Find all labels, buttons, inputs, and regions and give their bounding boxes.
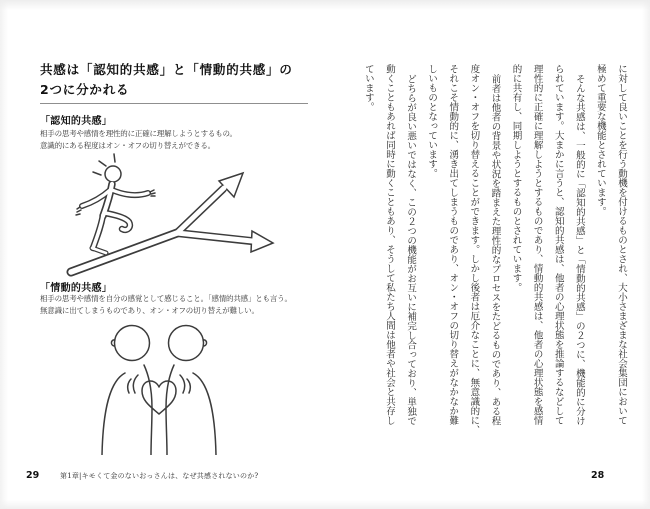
body-text-vertical: [358, 64, 632, 440]
section-title-emotional-empathy: 「情動的共感」: [40, 283, 113, 294]
page-number-right: 28: [591, 470, 605, 481]
page-number-left: 29: [26, 470, 40, 481]
text-column: られています。大まかに言うと、認知的共感は、他者の心理状態を推論するなどして: [552, 64, 564, 425]
vibration-lines: [128, 375, 191, 393]
walking-person: [76, 166, 155, 253]
two-people: [102, 326, 216, 456]
text-column: どちらが良い悪いではなく、この２つの機能がお互いに補完し合っており、単独で: [405, 73, 417, 425]
text-column: 的に共有し、同期しようとするものとされています。: [510, 64, 522, 292]
page-title-line2: 2つに分かれる: [40, 82, 130, 97]
heart-icon: [142, 381, 176, 414]
text-column: そんな共感は、一般的に「認知的共感」と「情動的共感」の２つに、機能的に分け: [573, 73, 585, 425]
section-desc-line: 無意識に出てしまうものであり、オン・オフの切り替えが難しい。: [40, 306, 259, 315]
section-desc-line: 相手の思考や感情を理性的に正確に理解しようとするもの。: [40, 129, 237, 138]
section-title-cognitive-empathy: 「認知的共感」: [40, 116, 113, 127]
chapter-footer: 第1章|キモくて金のないおっさんは、なぜ共感されないのか?: [60, 472, 259, 480]
page-title: [40, 60, 293, 100]
text-column: 動くこともあれば同時に動くこともあり、そうして私たち人間は他者や社会と共存し: [383, 64, 395, 425]
text-column: 度オン・オフを切り替えることができます。しかし後者は厄介なことに、無意識的に、: [468, 64, 480, 435]
two-people-sharing-heart-illustration: [92, 323, 252, 455]
title-divider: [40, 103, 308, 104]
text-column: 前者は他者の背景や状況を踏まえた理性的なプロセスをたどるものであり、ある程: [489, 73, 501, 425]
text-column: 極めて重要な機能とされています。: [594, 64, 606, 216]
section-desc-line: 意識的にある程度はオン・オフの切り替えができる。: [40, 141, 215, 150]
text-column: しいものとなっています。: [426, 64, 438, 178]
person-walking-on-branching-arrow-illustration: [55, 152, 287, 290]
text-column: ています。: [362, 64, 374, 112]
page-title-line1: 共感は「認知的共感」と「情動的共感」の: [40, 62, 293, 77]
text-column: それこそ情動的に、湧き出てしまうものであり、オン・オフの切り替えがなかなか難: [447, 64, 459, 425]
text-column: 理性的に正確に理解しようとするものであり、情動的共感は、他者の心理状態を感情: [531, 64, 543, 425]
text-column: に対して良いことを行う動機を付けるものとされ、大小さまざまな社会集団において: [616, 64, 627, 425]
section-desc-line: 相手の思考や感情を自分の感覚として感じること。「感情的共感」とも言う。: [40, 294, 292, 303]
